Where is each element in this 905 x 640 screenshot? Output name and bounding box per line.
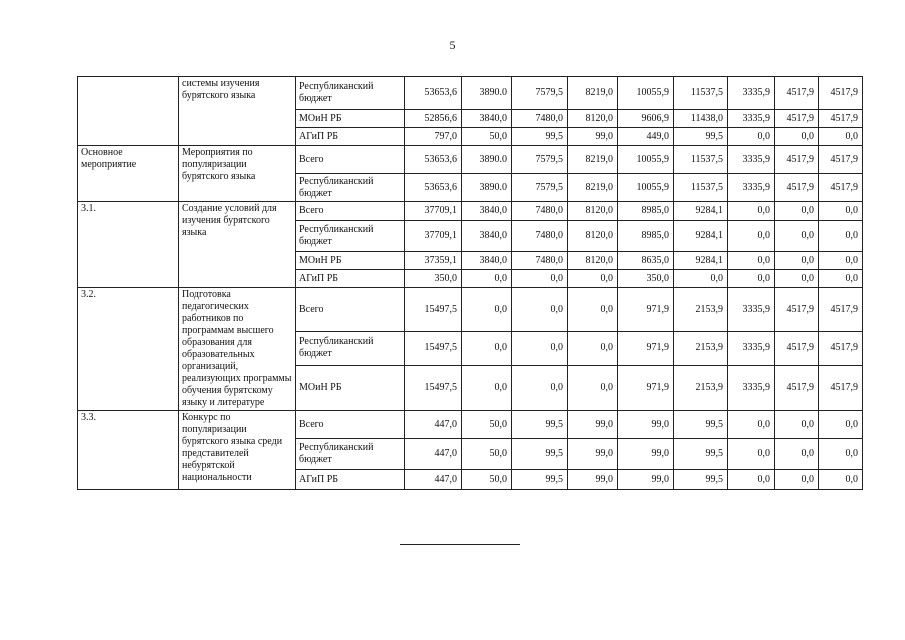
amount-cell: 8219,0 xyxy=(568,174,618,202)
amount-cell: 99,0 xyxy=(618,411,674,439)
item-title-cell: Мероприятия по популяризации бурятского языка xyxy=(179,146,296,202)
item-number-cell xyxy=(78,77,179,146)
amount-cell: 449,0 xyxy=(618,128,674,146)
amount-cell: 0,0 xyxy=(775,128,819,146)
amount-cell: 971,9 xyxy=(618,365,674,410)
amount-cell: 53653,6 xyxy=(405,174,462,202)
amount-cell: 0,0 xyxy=(674,270,728,288)
item-number-cell: 3.1. xyxy=(78,202,179,288)
item-number-cell: 3.3. xyxy=(78,411,179,490)
amount-cell: 0,0 xyxy=(819,470,863,490)
amount-cell: 15497,5 xyxy=(405,332,462,366)
amount-cell: 0,0 xyxy=(775,202,819,221)
item-title-cell: Подготовка педагогических работников по программам высшего образования для образовательных организаций, реализующих программы обучения бурятскому языку и литературе xyxy=(179,288,296,411)
amount-cell: 7480,0 xyxy=(512,221,568,252)
amount-cell: 447,0 xyxy=(405,411,462,439)
amount-cell: 11537,5 xyxy=(674,146,728,174)
amount-cell: 3335,9 xyxy=(728,77,775,110)
amount-cell: 0,0 xyxy=(819,411,863,439)
amount-cell: 0,0 xyxy=(568,288,618,332)
funding-source-cell: Всего xyxy=(296,202,405,221)
amount-cell: 0,0 xyxy=(775,252,819,270)
amount-cell: 99,0 xyxy=(568,439,618,470)
item-number-cell: Основное мероприятие xyxy=(78,146,179,202)
amount-cell: 0,0 xyxy=(462,270,512,288)
amount-cell: 4517,9 xyxy=(819,288,863,332)
item-number-cell: 3.2. xyxy=(78,288,179,411)
amount-cell: 8635,0 xyxy=(618,252,674,270)
amount-cell: 0,0 xyxy=(568,332,618,366)
amount-cell: 797,0 xyxy=(405,128,462,146)
funding-source-cell: АГиП РБ xyxy=(296,470,405,490)
amount-cell: 2153,9 xyxy=(674,332,728,366)
amount-cell: 99,5 xyxy=(674,470,728,490)
amount-cell: 99,0 xyxy=(568,470,618,490)
amount-cell: 350,0 xyxy=(405,270,462,288)
amount-cell: 0,0 xyxy=(728,439,775,470)
amount-cell: 15497,5 xyxy=(405,288,462,332)
amount-cell: 0,0 xyxy=(568,365,618,410)
funding-source-cell: АГиП РБ xyxy=(296,128,405,146)
amount-cell: 53653,6 xyxy=(405,77,462,110)
footer-rule xyxy=(400,544,520,545)
amount-cell: 7579,5 xyxy=(512,146,568,174)
amount-cell: 4517,9 xyxy=(819,174,863,202)
amount-cell: 37709,1 xyxy=(405,202,462,221)
amount-cell: 8219,0 xyxy=(568,77,618,110)
item-title-cell: Конкурс по популяризации бурятского языка среди представителей небурятской национальности xyxy=(179,411,296,490)
amount-cell: 10055,9 xyxy=(618,77,674,110)
table-row xyxy=(78,202,863,221)
amount-cell: 50,0 xyxy=(462,439,512,470)
amount-cell: 4517,9 xyxy=(819,110,863,128)
amount-cell: 15497,5 xyxy=(405,365,462,410)
amount-cell: 0,0 xyxy=(568,270,618,288)
amount-cell: 3335,9 xyxy=(728,110,775,128)
amount-cell: 0,0 xyxy=(728,202,775,221)
amount-cell: 7480,0 xyxy=(512,110,568,128)
amount-cell: 8120,0 xyxy=(568,202,618,221)
funding-source-cell: Республиканский бюджет xyxy=(296,77,405,110)
amount-cell: 350,0 xyxy=(618,270,674,288)
amount-cell: 0,0 xyxy=(728,411,775,439)
amount-cell: 9284,1 xyxy=(674,252,728,270)
amount-cell: 3890.0 xyxy=(462,174,512,202)
amount-cell: 4517,9 xyxy=(819,365,863,410)
table-row xyxy=(78,411,863,439)
amount-cell: 0,0 xyxy=(775,470,819,490)
amount-cell: 52856,6 xyxy=(405,110,462,128)
amount-cell: 4517,9 xyxy=(819,332,863,366)
amount-cell: 50,0 xyxy=(462,128,512,146)
amount-cell: 9606,9 xyxy=(618,110,674,128)
amount-cell: 0,0 xyxy=(462,332,512,366)
amount-cell: 3335,9 xyxy=(728,146,775,174)
funding-source-cell: МОиН РБ xyxy=(296,110,405,128)
funding-source-cell: Республиканский бюджет xyxy=(296,174,405,202)
amount-cell: 0,0 xyxy=(819,270,863,288)
amount-cell: 4517,9 xyxy=(819,146,863,174)
page-number: 5 xyxy=(449,38,456,52)
amount-cell: 3890.0 xyxy=(462,77,512,110)
amount-cell: 99,0 xyxy=(618,439,674,470)
amount-cell: 53653,6 xyxy=(405,146,462,174)
funding-source-cell: Республиканский бюджет xyxy=(296,332,405,366)
amount-cell: 0,0 xyxy=(728,221,775,252)
amount-cell: 3890.0 xyxy=(462,146,512,174)
amount-cell: 3840,0 xyxy=(462,252,512,270)
table-row xyxy=(78,288,863,332)
amount-cell: 4517,9 xyxy=(775,332,819,366)
amount-cell: 8120,0 xyxy=(568,252,618,270)
funding-source-cell: Республиканский бюджет xyxy=(296,221,405,252)
amount-cell: 447,0 xyxy=(405,470,462,490)
amount-cell: 8985,0 xyxy=(618,221,674,252)
amount-cell: 0,0 xyxy=(775,411,819,439)
amount-cell: 11537,5 xyxy=(674,174,728,202)
amount-cell: 4517,9 xyxy=(775,174,819,202)
amount-cell: 0,0 xyxy=(512,332,568,366)
amount-cell: 0,0 xyxy=(775,221,819,252)
amount-cell: 9284,1 xyxy=(674,221,728,252)
amount-cell: 11537,5 xyxy=(674,77,728,110)
amount-cell: 0,0 xyxy=(728,270,775,288)
amount-cell: 99,5 xyxy=(512,411,568,439)
funding-source-cell: Всего xyxy=(296,411,405,439)
amount-cell: 7480,0 xyxy=(512,252,568,270)
amount-cell: 0,0 xyxy=(775,270,819,288)
amount-cell: 971,9 xyxy=(618,288,674,332)
amount-cell: 99,0 xyxy=(568,128,618,146)
table-row xyxy=(78,77,863,110)
amount-cell: 7480,0 xyxy=(512,202,568,221)
amount-cell: 0,0 xyxy=(512,288,568,332)
funding-source-cell: МОиН РБ xyxy=(296,252,405,270)
amount-cell: 4517,9 xyxy=(775,110,819,128)
amount-cell: 0,0 xyxy=(819,252,863,270)
amount-cell: 99,5 xyxy=(674,439,728,470)
amount-cell: 0,0 xyxy=(462,365,512,410)
amount-cell: 99,5 xyxy=(674,411,728,439)
funding-source-cell: Республиканский бюджет xyxy=(296,439,405,470)
amount-cell: 0,0 xyxy=(819,128,863,146)
amount-cell: 0,0 xyxy=(819,202,863,221)
amount-cell: 0,0 xyxy=(775,439,819,470)
amount-cell: 37709,1 xyxy=(405,221,462,252)
item-title-cell: системы изучения бурятского языка xyxy=(179,77,296,146)
amount-cell: 50,0 xyxy=(462,411,512,439)
amount-cell: 99,5 xyxy=(674,128,728,146)
amount-cell: 0,0 xyxy=(819,221,863,252)
amount-cell: 4517,9 xyxy=(775,77,819,110)
amount-cell: 8120,0 xyxy=(568,221,618,252)
amount-cell: 4517,9 xyxy=(775,146,819,174)
amount-cell: 0,0 xyxy=(819,439,863,470)
amount-cell: 3840,0 xyxy=(462,221,512,252)
amount-cell: 0,0 xyxy=(512,365,568,410)
amount-cell: 99,5 xyxy=(512,470,568,490)
amount-cell: 11438,0 xyxy=(674,110,728,128)
amount-cell: 0,0 xyxy=(728,470,775,490)
amount-cell: 99,0 xyxy=(618,470,674,490)
amount-cell: 99,5 xyxy=(512,439,568,470)
amount-cell: 447,0 xyxy=(405,439,462,470)
amount-cell: 8985,0 xyxy=(618,202,674,221)
amount-cell: 4517,9 xyxy=(819,77,863,110)
funding-source-cell: АГиП РБ xyxy=(296,270,405,288)
amount-cell: 4517,9 xyxy=(775,365,819,410)
amount-cell: 99,5 xyxy=(512,128,568,146)
amount-cell: 2153,9 xyxy=(674,365,728,410)
amount-cell: 37359,1 xyxy=(405,252,462,270)
amount-cell: 10055,9 xyxy=(618,146,674,174)
amount-cell: 7579,5 xyxy=(512,77,568,110)
amount-cell: 9284,1 xyxy=(674,202,728,221)
amount-cell: 10055,9 xyxy=(618,174,674,202)
amount-cell: 3335,9 xyxy=(728,288,775,332)
amount-cell: 4517,9 xyxy=(775,288,819,332)
amount-cell: 3335,9 xyxy=(728,174,775,202)
item-title-cell: Создание условий для изучения бурятского языка xyxy=(179,202,296,288)
amount-cell: 3335,9 xyxy=(728,365,775,410)
amount-cell: 3840,0 xyxy=(462,110,512,128)
amount-cell: 0,0 xyxy=(512,270,568,288)
funding-source-cell: МОиН РБ xyxy=(296,365,405,410)
amount-cell: 3840,0 xyxy=(462,202,512,221)
amount-cell: 99,0 xyxy=(568,411,618,439)
table-row xyxy=(78,146,863,174)
amount-cell: 3335,9 xyxy=(728,332,775,366)
amount-cell: 8120,0 xyxy=(568,110,618,128)
budget-table-body xyxy=(78,77,863,490)
budget-table xyxy=(77,76,863,490)
amount-cell: 0,0 xyxy=(728,252,775,270)
amount-cell: 50,0 xyxy=(462,470,512,490)
amount-cell: 8219,0 xyxy=(568,146,618,174)
amount-cell: 7579,5 xyxy=(512,174,568,202)
funding-source-cell: Всего xyxy=(296,146,405,174)
amount-cell: 0,0 xyxy=(728,128,775,146)
amount-cell: 2153,9 xyxy=(674,288,728,332)
amount-cell: 971,9 xyxy=(618,332,674,366)
funding-source-cell: Всего xyxy=(296,288,405,332)
amount-cell: 0,0 xyxy=(462,288,512,332)
